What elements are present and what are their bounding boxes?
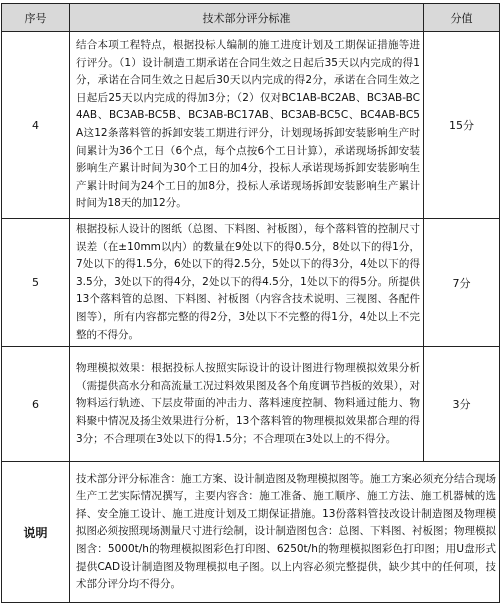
- table-header-row: [2, 4, 500, 32]
- row-score: 3分: [424, 347, 500, 462]
- notes-text: 技术部分评分标准含：施工方案、设计制造图及物理模拟图等。施工方案必须充分结合现场生产工艺实际情况撰写，主要内容含：施工准备、施工顺序、施工方法、施工机器械的选择、安全施工设计、施工进度计划及工期保证措施。13份落料管技改设计制造图及物理模拟图必须按照现场测量尺寸进行绘制，设计制造图包含：总图、下料图、衬板图；物理模拟图含：5000t/h的物理模拟图彩色打印图、6250t/h的物理模拟图彩色打印图；用U盘形式提供CAD设计制造图及物理模拟电子图。以上内容必须完整提供，缺少其中的任何项，技术部分评分均不得分。: [70, 462, 500, 603]
- table-row: [2, 219, 500, 347]
- row-label-notes: 说明: [2, 462, 70, 603]
- row-score: 15分: [424, 32, 500, 219]
- header-score: 分值: [424, 4, 500, 32]
- row-standard-text: 物理模拟效果：根据投标人按照实际设计的设计图进行物理模拟效果分析（需提供高水分和高流量工况过料效果图及各个角度调节挡板的效果），对物料运行轨迹、下层皮带面的冲击力、落料速度控制、物料通过能力、物料聚中情况及扬尘效果进行分析，13个落料管的物理模拟效果都合理的得3分；不合理项在3处以下的得1.5分；不合理项在3处以上的不得分。: [70, 347, 424, 462]
- row-standard-text: 根据投标人设计的图纸（总图、下料图、衬板图），每个落料管的控制尺寸误差（在±10mm以内）的数量在9处以下的得0.5分，8处以下的得1分，7处以下的得1.5分，6处以下的得2.5分，5处以下的得3分，4处以下的得3.5分，3处以下的得4分，2处以下的得4.5分，1处以下的得5分。所提供13个落料管的总图、下料图、衬板图（内容含技术说明、三视图、各配件图等），所有内容都完整的得2分，3处以下不完整的得1分，4处以上不完整的不得分。: [70, 219, 424, 347]
- table-row-notes: [2, 462, 500, 603]
- row-standard-text: 结合本项工程特点，根据投标人编制的施工进度计划及工期保证措施等进行评分。（1）设计制造工期承诺在合同生效之日起后35天以内完成的得1分，承诺在合同生效之日起后30天以内完成的得2分，承诺在合同生效之日起后25天以内完成的得加3分；（2）仅对BC1AB-BC2AB、BC3AB-BC4AB、BC3AB-BC5B、BC3AB-BC17AB、BC3AB-BC5C、BC4AB-BC5A这12条落料管的拆卸安装工期进行评分，计划现场拆卸安装影响生产时间累计为36个工日（6个点，每个点按6个工日计算），承诺现场拆卸安装影响生产累计时间为30个工日的加4分，投标人承诺现场拆卸安装影响生产累计时间为24个工日的加8分，投标人承诺现场拆卸安装影响生产累计时间为18天的加12分。: [70, 32, 424, 219]
- header-no: 序号: [2, 4, 70, 32]
- row-score: 7分: [424, 219, 500, 347]
- row-number: 6: [2, 347, 70, 462]
- table-row: [2, 32, 500, 219]
- scoring-table: [1, 3, 500, 603]
- row-number: 4: [2, 32, 70, 219]
- row-number: 5: [2, 219, 70, 347]
- header-standard: 技术部分评分标准: [70, 4, 424, 32]
- table-row: [2, 347, 500, 462]
